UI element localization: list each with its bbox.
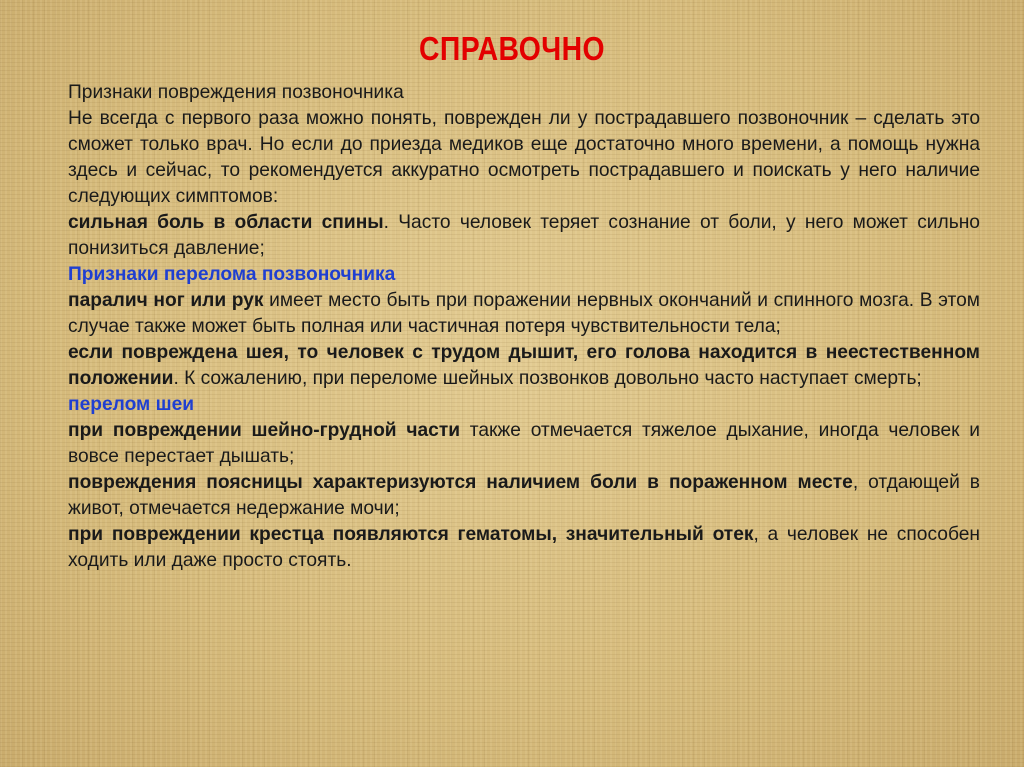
section-heading: Признаки повреждения позвоночника [68,82,404,103]
symptom-cervicothoracic [68,418,980,470]
symptom-bold-text: при повреждении крестца появляются гематомы, значительный отек [68,524,754,545]
symptom-sacrum [68,522,980,574]
symptom-neck [68,340,980,392]
slide-title: СПРАВОЧНО [418,30,606,67]
symptom-lumbar [68,470,980,522]
intro-paragraph: Не всегда с первого раза можно понять, поврежден ли у пострадавшего позвоночник – сделать это сможет только врач. Но если до приезда медиков еще достаточно много времени, а помощь нужна здесь и сейчас, то рекомендуется аккуратно осмотреть пострадавшего и поискать у него наличие следующих симптомов: [68,108,980,207]
slide-body [68,80,980,574]
subheading-fracture-signs: Признаки перелома позвоночника [68,264,396,285]
subheading-neck-fracture: перелом шеи [68,394,195,415]
symptom-text: , а человек не способен ходить или даже просто стоять. [68,524,980,571]
symptom-text: также отмечается тяжелое дыхание, иногда человек и вовсе перестает дышать; [68,420,981,467]
symptom-text: . К сожалению, при переломе шейных позвонков довольно часто наступает смерть; [173,368,922,389]
symptom-text: , отдающей в живот, отмечается недержание мочи; [68,472,980,519]
symptom-bold-text: повреждения поясницы характеризуются наличием боли в пораженном месте [68,472,853,493]
symptom-back-pain [68,210,980,262]
symptom-bold-text: если повреждена шея, то человек с трудом дышит, его голова находится в неестественном положении [68,342,980,389]
symptom-bold-text: при повреждении шейно-грудной части [68,420,461,441]
symptom-text: имеет место быть при поражении нервных окончаний и спинного мозга. В этом случае также может быть полная или частичная потеря чувствительности тела; [68,290,980,337]
symptom-text: . Часто человек теряет сознание от боли, у него может сильно понизиться давление; [68,212,980,259]
symptom-bold-text: паралич ног или рук [68,290,264,311]
symptom-bold-text: сильная боль в области спины [68,212,384,233]
symptom-paralysis [68,288,980,340]
